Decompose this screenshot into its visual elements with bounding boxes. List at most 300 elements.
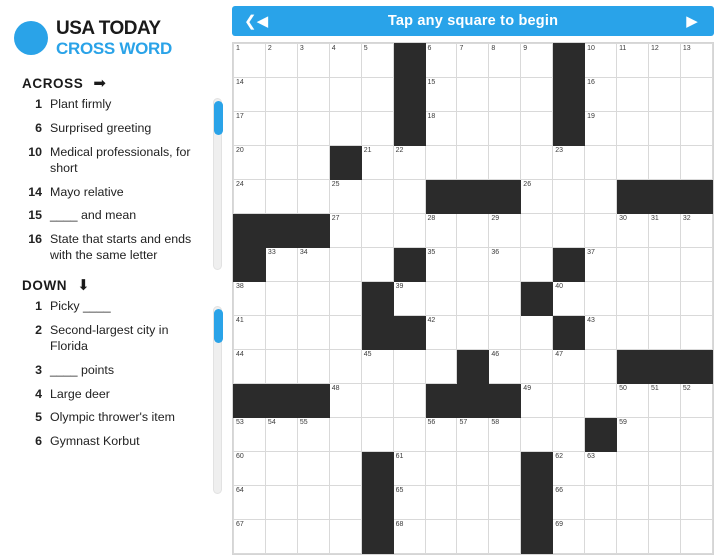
- grid-cell[interactable]: [489, 418, 521, 452]
- grid-block: [553, 248, 585, 282]
- grid-cell-number: 1: [236, 45, 240, 52]
- grid-cell[interactable]: [393, 418, 425, 452]
- grid-block: [297, 214, 329, 248]
- grid-cell[interactable]: [585, 452, 617, 486]
- grid-cell[interactable]: [489, 44, 521, 78]
- clue-number: 14: [28, 184, 42, 199]
- clue-text: Medical professionals, for short: [50, 144, 191, 175]
- grid-cell[interactable]: [393, 282, 425, 316]
- list-item[interactable]: [22, 208, 202, 224]
- across-section: [0, 76, 232, 264]
- grid-row: [234, 418, 713, 452]
- clue-number: 15: [28, 208, 42, 223]
- across-scrollbar-thumb[interactable]: [214, 101, 223, 135]
- grid-cell[interactable]: [329, 214, 361, 248]
- grid-block: [361, 486, 393, 520]
- clue-text: Gymnast Korbut: [50, 434, 140, 449]
- grid-cell-number: 41: [236, 317, 244, 324]
- grid-cell[interactable]: [265, 78, 297, 112]
- grid-cell[interactable]: [329, 520, 361, 554]
- grid-cell[interactable]: [297, 452, 329, 486]
- grid-cell[interactable]: [617, 214, 649, 248]
- clue-number: 1: [35, 97, 42, 111]
- grid-cell[interactable]: [648, 384, 680, 418]
- clue-text: Second-largest city in Florida: [50, 322, 169, 353]
- grid-cell-number: 35: [427, 249, 436, 256]
- list-item[interactable]: [22, 299, 202, 315]
- grid-cell[interactable]: [680, 146, 712, 180]
- grid-cell[interactable]: [648, 248, 680, 282]
- grid-cell[interactable]: [425, 44, 457, 78]
- grid-cell-number: 3: [299, 45, 304, 52]
- grid-cell[interactable]: [521, 418, 553, 452]
- grid-cell[interactable]: [457, 248, 489, 282]
- grid-cell[interactable]: [234, 112, 266, 146]
- grid-cell[interactable]: [521, 214, 553, 248]
- grid-cell[interactable]: [425, 418, 457, 452]
- grid-cell[interactable]: [680, 316, 712, 350]
- grid-cell[interactable]: [585, 112, 617, 146]
- grid-block: [680, 180, 712, 214]
- grid-cell[interactable]: [617, 452, 649, 486]
- grid-block: [393, 248, 425, 282]
- grid-cell[interactable]: [489, 214, 521, 248]
- list-item[interactable]: [22, 145, 202, 177]
- grid-cell[interactable]: [425, 316, 457, 350]
- grid-cell[interactable]: [489, 452, 521, 486]
- grid-cell[interactable]: [297, 44, 329, 78]
- grid-cell[interactable]: [425, 350, 457, 384]
- grid-cell[interactable]: [617, 520, 649, 554]
- grid-cell[interactable]: [361, 180, 393, 214]
- grid-block: [265, 384, 297, 418]
- grid-cell[interactable]: [680, 282, 712, 316]
- grid-cell[interactable]: [553, 282, 585, 316]
- grid-block: [585, 418, 617, 452]
- grid-cell[interactable]: [265, 520, 297, 554]
- grid-cell[interactable]: [680, 384, 712, 418]
- grid-cell[interactable]: [585, 486, 617, 520]
- grid-cell[interactable]: [425, 146, 457, 180]
- grid-cell-number: 67: [236, 521, 244, 528]
- down-clue-list[interactable]: [22, 299, 202, 450]
- grid-cell[interactable]: [329, 350, 361, 384]
- grid-block: [457, 384, 489, 418]
- grid-cell[interactable]: [553, 520, 585, 554]
- grid-cell[interactable]: [234, 180, 266, 214]
- brand-crossword: CROSS WORD: [56, 38, 173, 58]
- arrow-right-icon[interactable]: ▶: [686, 12, 698, 30]
- grid-cell[interactable]: [361, 248, 393, 282]
- grid-cell[interactable]: [617, 248, 649, 282]
- grid-cell-number: 44: [236, 351, 244, 358]
- grid-cell-number: 17: [236, 113, 244, 120]
- grid-cell[interactable]: [680, 214, 712, 248]
- list-item[interactable]: [22, 121, 202, 137]
- grid-cell-number: 57: [459, 419, 468, 426]
- grid-cell[interactable]: [489, 112, 521, 146]
- grid-cell-number: 54: [267, 419, 276, 426]
- grid-cell[interactable]: [521, 316, 553, 350]
- grid-cell-number: 55: [299, 419, 308, 426]
- down-scrollbar[interactable]: [213, 306, 222, 494]
- grid-row: [234, 282, 713, 316]
- grid-cell[interactable]: [457, 146, 489, 180]
- grid-cell[interactable]: [425, 452, 457, 486]
- grid-cell-number: 60: [236, 453, 244, 460]
- grid-cell[interactable]: [553, 384, 585, 418]
- grid-cell-number: 64: [236, 487, 244, 494]
- across-clue-list[interactable]: [22, 97, 202, 264]
- grid-cell[interactable]: [329, 112, 361, 146]
- grid-cell-number: 12: [650, 45, 659, 52]
- grid-cell[interactable]: [297, 486, 329, 520]
- grid-cell[interactable]: [457, 282, 489, 316]
- grid-cell[interactable]: [489, 350, 521, 384]
- grid-cell[interactable]: [361, 384, 393, 418]
- grid-block: [617, 180, 649, 214]
- grid-cell-number: 52: [682, 385, 691, 392]
- grid-cell[interactable]: [329, 282, 361, 316]
- down-scrollbar-thumb[interactable]: [214, 309, 223, 343]
- grid-cell[interactable]: [585, 248, 617, 282]
- grid-cell[interactable]: [617, 418, 649, 452]
- grid-cell[interactable]: [361, 44, 393, 78]
- grid-cell[interactable]: [425, 112, 457, 146]
- grid-row: [234, 520, 713, 554]
- grid-cell[interactable]: [297, 112, 329, 146]
- grid-cell[interactable]: [617, 316, 649, 350]
- grid-cell-number: 32: [682, 215, 691, 222]
- grid-cell[interactable]: [489, 316, 521, 350]
- grid-cell[interactable]: [489, 78, 521, 112]
- grid-row: [234, 146, 713, 180]
- grid-cell[interactable]: [234, 282, 266, 316]
- grid-cell[interactable]: [393, 486, 425, 520]
- list-item[interactable]: [22, 232, 202, 264]
- grid-cell[interactable]: [265, 350, 297, 384]
- grid-cell[interactable]: [489, 248, 521, 282]
- clue-number: 10: [28, 144, 42, 159]
- grid-block: [553, 78, 585, 112]
- grid-cell-number: 50: [619, 385, 627, 392]
- grid-cell[interactable]: [457, 452, 489, 486]
- grid-cell-number: 22: [395, 147, 404, 154]
- grid-cell[interactable]: [425, 282, 457, 316]
- grid-cell[interactable]: [617, 112, 649, 146]
- grid-cell[interactable]: [297, 248, 329, 282]
- grid-cell[interactable]: [265, 316, 297, 350]
- grid-cell-number: 51: [650, 385, 659, 392]
- grid-cell[interactable]: [648, 282, 680, 316]
- grid-cell[interactable]: [297, 282, 329, 316]
- grid-cell[interactable]: [648, 112, 680, 146]
- grid-cell[interactable]: [234, 78, 266, 112]
- grid-cell[interactable]: [553, 214, 585, 248]
- usa-today-crossword-logo: [0, 8, 232, 62]
- grid-cell[interactable]: [329, 486, 361, 520]
- grid-cell[interactable]: [680, 112, 712, 146]
- grid-cell[interactable]: [521, 146, 553, 180]
- grid-cell[interactable]: [489, 146, 521, 180]
- grid-cell-number: 30: [619, 215, 627, 222]
- grid-cell[interactable]: [234, 146, 266, 180]
- across-scrollbar[interactable]: [213, 98, 222, 270]
- grid-row: [234, 350, 713, 384]
- grid-cell[interactable]: [648, 78, 680, 112]
- grid-cell[interactable]: [553, 146, 585, 180]
- grid-cell[interactable]: [489, 520, 521, 554]
- brand-usa-today: USA TODAY: [56, 17, 161, 39]
- grid-cell[interactable]: [393, 146, 425, 180]
- grid-cell-number: 5: [363, 45, 368, 52]
- grid-cell[interactable]: [585, 282, 617, 316]
- grid-block: [329, 146, 361, 180]
- grid-cell[interactable]: [648, 452, 680, 486]
- grid-cell[interactable]: [329, 316, 361, 350]
- grid-block: [521, 520, 553, 554]
- grid-row: [234, 452, 713, 486]
- list-item[interactable]: [22, 387, 202, 403]
- grid-cell-number: 28: [427, 215, 436, 222]
- brand-text: [56, 19, 172, 58]
- list-item[interactable]: [22, 97, 202, 113]
- grid-cell[interactable]: [648, 214, 680, 248]
- grid-cell-number: 7: [459, 45, 464, 52]
- grid-cell[interactable]: [617, 282, 649, 316]
- grid-cell[interactable]: [457, 44, 489, 78]
- grid-cell[interactable]: [553, 180, 585, 214]
- grid-block: [234, 384, 266, 418]
- grid-cell[interactable]: [297, 78, 329, 112]
- grid-cell-number: 65: [395, 487, 404, 494]
- grid-cell[interactable]: [648, 486, 680, 520]
- grid-cell[interactable]: [361, 418, 393, 452]
- grid-cell[interactable]: [393, 350, 425, 384]
- clue-number: 2: [35, 322, 42, 337]
- grid-block: [234, 248, 266, 282]
- grid-cell[interactable]: [457, 486, 489, 520]
- grid-cell-number: 27: [331, 215, 340, 222]
- grid-row: [234, 78, 713, 112]
- grid-cell[interactable]: [521, 180, 553, 214]
- grid-block: [393, 78, 425, 112]
- grid-cell[interactable]: [521, 78, 553, 112]
- grid-cell[interactable]: [265, 248, 297, 282]
- grid-cell[interactable]: [329, 44, 361, 78]
- grid-cell[interactable]: [680, 520, 712, 554]
- down-title: DOWN: [22, 278, 68, 293]
- grid-cell[interactable]: [617, 146, 649, 180]
- grid-cell[interactable]: [297, 418, 329, 452]
- grid-cell[interactable]: [234, 486, 266, 520]
- clue-number: 1: [35, 299, 42, 313]
- grid-block: [553, 112, 585, 146]
- grid-cell[interactable]: [425, 520, 457, 554]
- grid-cell[interactable]: [265, 452, 297, 486]
- grid-cell[interactable]: [585, 180, 617, 214]
- grid-cell-number: 58: [491, 419, 500, 426]
- grid-cell-number: 23: [555, 147, 564, 154]
- grid-block: [457, 350, 489, 384]
- grid-cell[interactable]: [457, 78, 489, 112]
- grid-cell[interactable]: [521, 44, 553, 78]
- grid-cell[interactable]: [680, 78, 712, 112]
- grid-cell[interactable]: [425, 248, 457, 282]
- grid-cell[interactable]: [457, 112, 489, 146]
- grid-cell[interactable]: [521, 384, 553, 418]
- grid-cell[interactable]: [265, 282, 297, 316]
- list-item[interactable]: [22, 363, 202, 379]
- grid-cell[interactable]: [521, 248, 553, 282]
- puzzle-status-text: Tap any square to begin: [387, 13, 559, 29]
- grid-cell[interactable]: [329, 180, 361, 214]
- grid-cell[interactable]: [425, 78, 457, 112]
- grid-cell[interactable]: [297, 180, 329, 214]
- grid-block: [425, 384, 457, 418]
- grid-cell[interactable]: [361, 350, 393, 384]
- grid-cell[interactable]: [457, 316, 489, 350]
- grid-cell[interactable]: [617, 486, 649, 520]
- grid-cell-number: 29: [491, 215, 500, 222]
- grid-cell[interactable]: [585, 316, 617, 350]
- grid-cell-number: 33: [267, 249, 276, 256]
- grid-cell[interactable]: [361, 78, 393, 112]
- grid-cell[interactable]: [617, 44, 649, 78]
- grid-block: [553, 316, 585, 350]
- clues-sidebar: [0, 0, 232, 526]
- grid-cell[interactable]: [648, 520, 680, 554]
- grid-cell[interactable]: [648, 44, 680, 78]
- grid-cell[interactable]: [585, 146, 617, 180]
- grid-cell[interactable]: [329, 78, 361, 112]
- grid-cell[interactable]: [680, 486, 712, 520]
- grid-cell[interactable]: [553, 350, 585, 384]
- grid-cell[interactable]: [265, 486, 297, 520]
- grid-cell[interactable]: [361, 214, 393, 248]
- puzzle-topbar: [232, 6, 714, 36]
- grid-cell[interactable]: [585, 78, 617, 112]
- grid-cell[interactable]: [521, 112, 553, 146]
- grid-cell[interactable]: [234, 452, 266, 486]
- grid-cell[interactable]: [265, 112, 297, 146]
- grid-cell-number: 11: [619, 45, 627, 52]
- grid-cell[interactable]: [521, 350, 553, 384]
- grid-cell[interactable]: [457, 520, 489, 554]
- clue-text: ____ and mean: [50, 208, 137, 223]
- grid-cell[interactable]: [680, 248, 712, 282]
- grid-cell[interactable]: [297, 316, 329, 350]
- grid-cell[interactable]: [425, 214, 457, 248]
- grid-cell-number: 37: [587, 249, 595, 256]
- grid-cell[interactable]: [457, 214, 489, 248]
- grid-cell[interactable]: [617, 384, 649, 418]
- grid-cell[interactable]: [680, 452, 712, 486]
- grid-cell[interactable]: [297, 520, 329, 554]
- grid-cell[interactable]: [648, 316, 680, 350]
- grid-cell[interactable]: [489, 282, 521, 316]
- grid-cell[interactable]: [393, 214, 425, 248]
- grid-block: [489, 180, 521, 214]
- arrow-right-icon: ➡: [93, 75, 106, 92]
- list-item[interactable]: [22, 185, 202, 201]
- grid-cell[interactable]: [553, 452, 585, 486]
- grid-cell-number: 69: [555, 521, 564, 528]
- logo-circle-icon: [14, 21, 48, 55]
- grid-cell-number: 40: [555, 283, 564, 290]
- grid-cell[interactable]: [585, 384, 617, 418]
- grid-cell[interactable]: [297, 350, 329, 384]
- grid-cell[interactable]: [265, 146, 297, 180]
- grid-cell[interactable]: [234, 418, 266, 452]
- grid-cell[interactable]: [329, 384, 361, 418]
- grid-cell[interactable]: [234, 44, 266, 78]
- grid-cell-number: 31: [650, 215, 659, 222]
- grid-cell[interactable]: [393, 452, 425, 486]
- grid-cell[interactable]: [457, 418, 489, 452]
- crossword-grid[interactable]: [232, 42, 714, 555]
- grid-cell[interactable]: [234, 316, 266, 350]
- grid-cell[interactable]: [585, 520, 617, 554]
- grid-cell[interactable]: [585, 214, 617, 248]
- grid-cell[interactable]: [617, 78, 649, 112]
- list-item[interactable]: [22, 434, 202, 450]
- clue-text: Picky ____: [50, 299, 111, 313]
- grid-block: [553, 44, 585, 78]
- grid-cell[interactable]: [680, 418, 712, 452]
- grid-cell-number: 53: [236, 419, 244, 426]
- grid-cell-number: 18: [427, 113, 436, 120]
- arrow-left-icon[interactable]: ❮◀: [244, 12, 269, 30]
- grid-cell[interactable]: [680, 44, 712, 78]
- grid-cell[interactable]: [265, 44, 297, 78]
- grid-cell[interactable]: [265, 180, 297, 214]
- grid-block: [521, 452, 553, 486]
- grid-cell[interactable]: [234, 520, 266, 554]
- grid-row: [234, 44, 713, 78]
- grid-cell[interactable]: [393, 180, 425, 214]
- grid-cell[interactable]: [553, 486, 585, 520]
- across-header: [22, 76, 202, 91]
- grid-cell[interactable]: [425, 486, 457, 520]
- crossword-grid-table[interactable]: [233, 43, 713, 554]
- grid-cell[interactable]: [553, 418, 585, 452]
- grid-cell-number: 14: [236, 79, 244, 86]
- grid-cell[interactable]: [648, 418, 680, 452]
- grid-cell[interactable]: [393, 520, 425, 554]
- grid-cell[interactable]: [585, 44, 617, 78]
- grid-cell-number: 6: [427, 45, 432, 52]
- grid-cell[interactable]: [393, 384, 425, 418]
- grid-cell[interactable]: [329, 452, 361, 486]
- clue-text: ____ points: [50, 362, 115, 377]
- grid-cell-number: 26: [523, 181, 532, 188]
- grid-cell[interactable]: [585, 350, 617, 384]
- grid-cell[interactable]: [329, 248, 361, 282]
- grid-cell[interactable]: [361, 146, 393, 180]
- grid-cell[interactable]: [489, 486, 521, 520]
- grid-cell[interactable]: [361, 112, 393, 146]
- grid-cell[interactable]: [234, 350, 266, 384]
- grid-cell[interactable]: [329, 418, 361, 452]
- grid-cell-number: 25: [331, 181, 340, 188]
- grid-row: [234, 214, 713, 248]
- grid-cell[interactable]: [297, 146, 329, 180]
- grid-cell[interactable]: [648, 146, 680, 180]
- grid-cell[interactable]: [265, 418, 297, 452]
- list-item[interactable]: [22, 323, 202, 355]
- list-item[interactable]: [22, 410, 202, 426]
